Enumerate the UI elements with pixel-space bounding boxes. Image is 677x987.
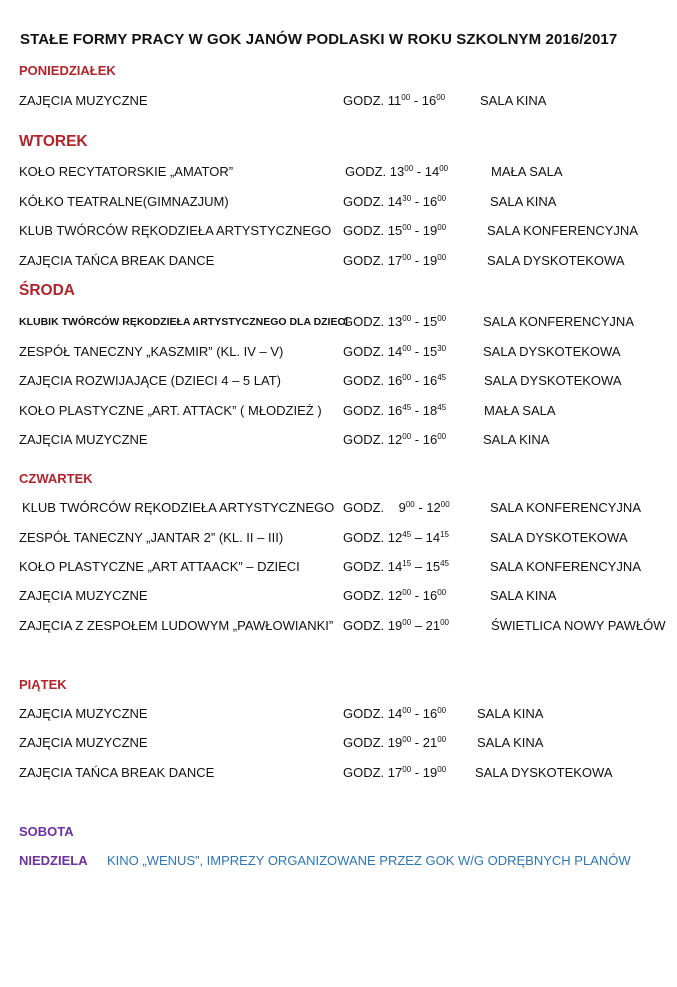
day-heading-tuesday: WTOREK bbox=[19, 133, 88, 150]
room-name: SALA DYSKOTEKOWA bbox=[475, 765, 613, 780]
room-name: SALA DYSKOTEKOWA bbox=[484, 373, 622, 388]
activity-name: KLUBIK TWÓRCÓW RĘKODZIEŁA ARTYSTYCZNEGO DLA DZIECI bbox=[19, 316, 348, 328]
schedule-row bbox=[0, 194, 677, 212]
room-name: SALA DYSKOTEKOWA bbox=[490, 530, 628, 545]
day-heading-wednesday: ŚRODA bbox=[19, 282, 75, 299]
hours: GODZ. $12^{00} - 16^{00}$ bbox=[343, 432, 447, 447]
schedule-row bbox=[0, 344, 677, 362]
weekend-note: KINO „WENUS”, IMPREZY ORGANIZOWANE PRZEZ GOK W/G ODRĘBNYCH PLANÓW bbox=[107, 853, 631, 868]
room-name: SALA DYSKOTEKOWA bbox=[487, 253, 625, 268]
schedule-row bbox=[0, 253, 677, 271]
activity-name: KLUB TWÓRCÓW RĘKODZIEŁA ARTYSTYCZNEGO bbox=[22, 500, 335, 515]
schedule-row bbox=[0, 735, 677, 753]
schedule-row bbox=[0, 223, 677, 241]
day-heading-thursday: CZWARTEK bbox=[19, 471, 93, 486]
day-heading-monday: PONIEDZIAŁEK bbox=[19, 63, 116, 78]
schedule-row bbox=[0, 314, 677, 332]
schedule-row bbox=[0, 706, 677, 724]
activity-name: KOŁO PLASTYCZNE „ART. ATTACK” ( MŁODZIEŻ ) bbox=[19, 403, 322, 418]
activity-name: ZAJĘCIA MUZYCZNE bbox=[19, 735, 148, 750]
hours: GODZ. $11^{00} - 16^{00}$ bbox=[343, 93, 446, 108]
hours: GODZ. $15^{00} - 19^{00}$ bbox=[343, 223, 447, 238]
activity-name: KÓŁKO TEATRALNE(GIMNAZJUM) bbox=[19, 194, 229, 209]
schedule-row bbox=[0, 373, 677, 391]
room-name: SALA KINA bbox=[477, 706, 544, 721]
room-name: ŚWIETLICA NOWY PAWŁÓW bbox=[491, 618, 666, 633]
activity-name: ZAJĘCIA MUZYCZNE bbox=[19, 706, 148, 721]
hours: GODZ. $19^{00} - 21^{00}$ bbox=[343, 618, 450, 633]
hours: GODZ. $14^{30} - 16^{00}$ bbox=[343, 194, 447, 209]
schedule-row bbox=[0, 559, 677, 577]
activity-name: ZAJĘCIA MUZYCZNE bbox=[19, 93, 148, 108]
hours: GODZ. $12^{45} - 14^{15}$ bbox=[343, 530, 450, 545]
room-name: SALA KONFERENCYJNA bbox=[483, 314, 634, 329]
activity-name: ZESPÓŁ TANECZNY „JANTAR 2” (KL. II – III) bbox=[19, 530, 284, 545]
day-heading-friday: PIĄTEK bbox=[19, 677, 67, 692]
hours: GODZ. $14^{00} - 15^{30}$ bbox=[343, 344, 447, 359]
room-name: MAŁA SALA bbox=[484, 403, 556, 418]
activity-name: ZAJĘCIA MUZYCZNE bbox=[19, 432, 148, 447]
hours: GODZ. $14^{00} - 16^{00}$ bbox=[343, 706, 447, 721]
activity-name: KOŁO PLASTYCZNE „ART ATTAACK” – DZIECI bbox=[19, 559, 300, 574]
schedule-row bbox=[0, 588, 677, 606]
hours: GODZ. $19^{00} - 21^{00}$ bbox=[343, 735, 447, 750]
schedule-row bbox=[0, 765, 677, 783]
hours: GODZ. $16^{00} - 16^{45}$ bbox=[343, 373, 447, 388]
room-name: MAŁA SALA bbox=[491, 164, 563, 179]
room-name: SALA DYSKOTEKOWA bbox=[483, 344, 621, 359]
hours: GODZ. $13^{00} - 15^{00}$ bbox=[343, 314, 447, 329]
schedule-row bbox=[0, 500, 677, 518]
room-name: SALA KINA bbox=[490, 194, 557, 209]
hours: GODZ. $14^{15} - 15^{45}$ bbox=[343, 559, 450, 574]
activity-name: ZAJĘCIA TAŃCA BREAK DANCE bbox=[19, 765, 215, 780]
activity-name: ZAJĘCIA MUZYCZNE bbox=[19, 588, 148, 603]
room-name: SALA KONFERENCYJNA bbox=[490, 559, 641, 574]
activity-name: KOŁO RECYTATORSKIE „AMATOR” bbox=[19, 164, 234, 179]
schedule-row bbox=[0, 93, 677, 111]
room-name: SALA KINA bbox=[483, 432, 550, 447]
hours: GODZ. $13^{00} - 14^{00}$ bbox=[345, 164, 449, 179]
room-name: SALA KONFERENCYJNA bbox=[487, 223, 638, 238]
activity-name: ZAJĘCIA Z ZESPOŁEM LUDOWYM „PAWŁOWIANKI” bbox=[19, 618, 334, 633]
hours: GODZ. $9^{00} - 12^{00}$ bbox=[343, 500, 450, 515]
schedule-row bbox=[0, 618, 677, 636]
schedule-row bbox=[0, 164, 677, 182]
room-name: SALA KONFERENCYJNA bbox=[490, 500, 641, 515]
hours: GODZ. $17^{00} - 19^{00}$ bbox=[343, 253, 447, 268]
room-name: SALA KINA bbox=[490, 588, 557, 603]
schedule-row bbox=[0, 432, 677, 450]
schedule-row bbox=[0, 403, 677, 421]
day-heading-sunday: NIEDZIELA bbox=[19, 853, 88, 868]
activity-name: ZAJĘCIA ROZWIJAJĄCE (DZIECI 4 – 5 LAT) bbox=[19, 373, 281, 388]
room-name: SALA KINA bbox=[477, 735, 544, 750]
room-name: SALA KINA bbox=[480, 93, 547, 108]
hours: GODZ. $16^{45} - 18^{45}$ bbox=[343, 403, 447, 418]
day-heading-saturday: SOBOTA bbox=[19, 824, 74, 839]
hours: GODZ. $17^{00} - 19^{00}$ bbox=[343, 765, 447, 780]
activity-name: KLUB TWÓRCÓW RĘKODZIEŁA ARTYSTYCZNEGO bbox=[19, 223, 332, 238]
schedule-row bbox=[0, 530, 677, 548]
activity-name: ZESPÓŁ TANECZNY „KASZMIR” (KL. IV – V) bbox=[19, 344, 284, 359]
hours: GODZ. $12^{00} - 16^{00}$ bbox=[343, 588, 447, 603]
page-title: STAŁE FORMY PRACY W GOK JANÓW PODLASKI W ROKU SZKOLNYM 2016/2017 bbox=[20, 31, 618, 48]
activity-name: ZAJĘCIA TAŃCA BREAK DANCE bbox=[19, 253, 215, 268]
